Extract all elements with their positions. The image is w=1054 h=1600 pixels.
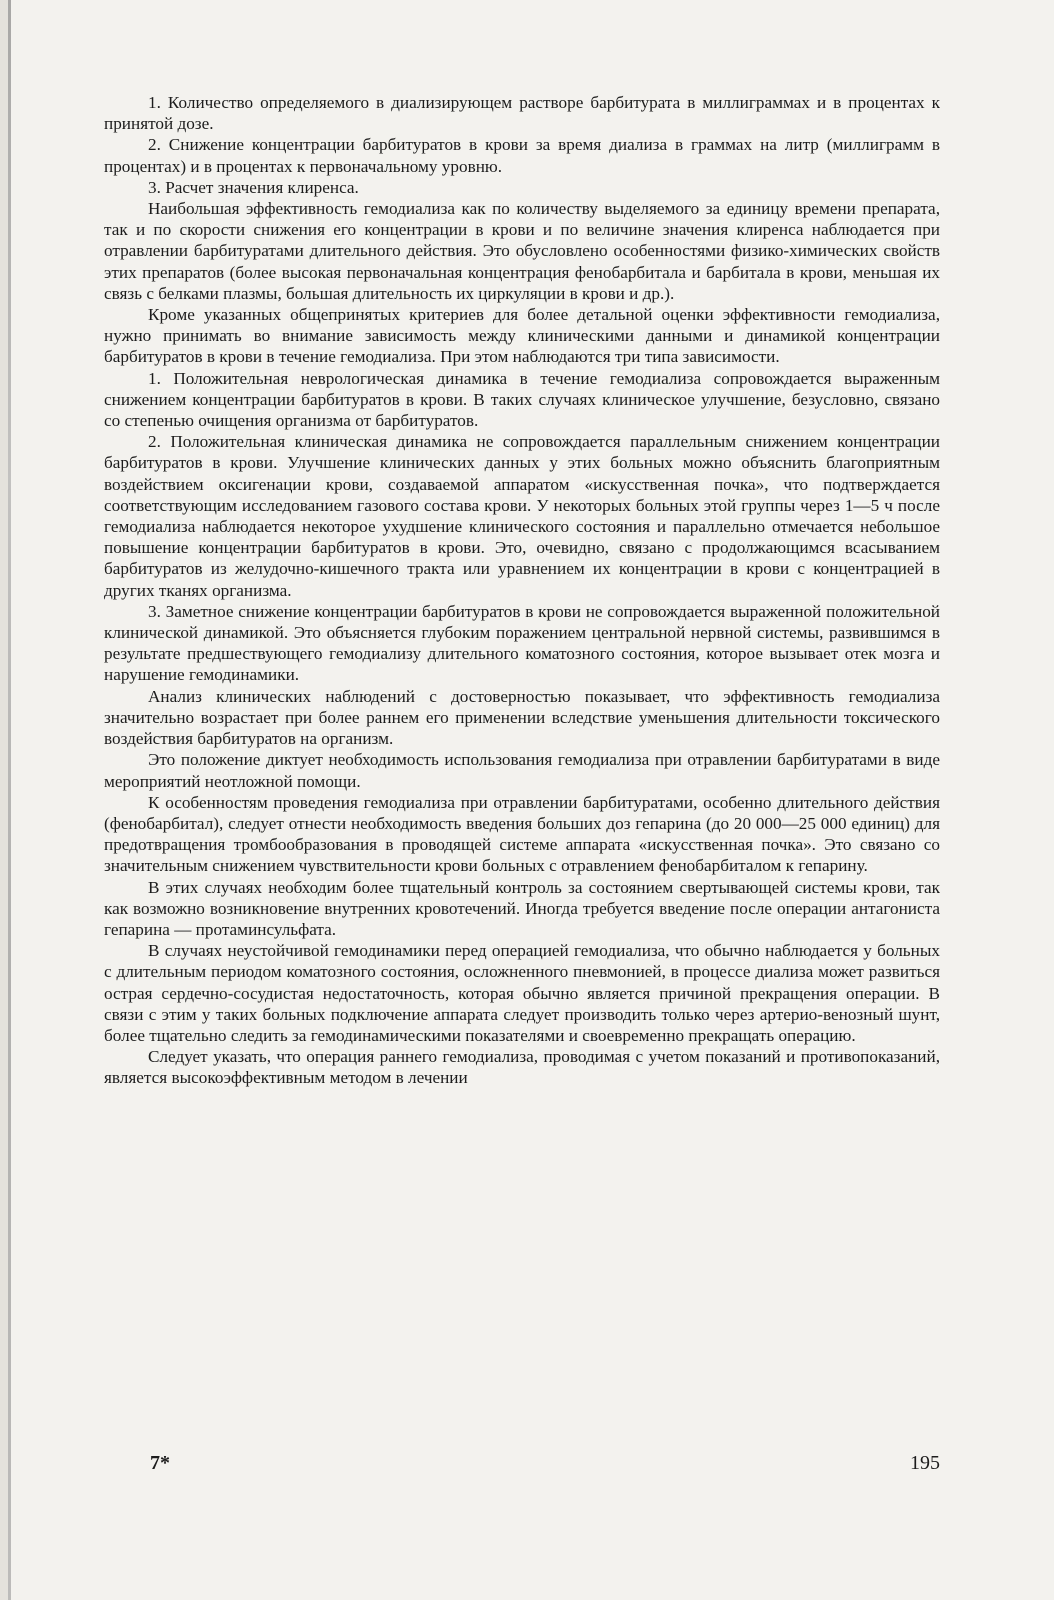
paragraph: Следует указать, что операция раннего гемодиализа, проводимая с учетом показаний и противопоказаний, является высокоэффективным методом в лечении [104, 1047, 940, 1088]
list-item-3: 3. Расчет значения клиренса. [148, 177, 359, 197]
page-footer [150, 1452, 940, 1482]
paragraph: Кроме указанных общепринятых критериев для более детальной оценки эффективности гемодиализа, нужно принимать во внимание зависимость между клиническими данными и динамикой концентрации барбитуратов в крови в течение гемодиализа. При этом наблюдаются три типа зависимости. [104, 305, 940, 367]
page-body [104, 92, 940, 1089]
page-number: 195 [910, 1452, 940, 1474]
paragraph: К особенностям проведения гемодиализа при отравлении барбитуратами, особенно длительного действия (фенобарбитал), следует отнести необходимость введения больших доз гепарина (до 20 000—25 000 единиц) для предотвращения тромбообразования в проводящей системе аппарата «искусственная почка». Это связано со значительным снижением чувствительности крови больных с отравлением фенобарбиталом к гепарину. [104, 792, 940, 876]
list-item-2: 2. Снижение концентрации барбитуратов в крови за время диализа в граммах на литр (миллиграмм в процентах) и в процентах к первоначальному уровню. [104, 135, 940, 176]
scan-binding-edge [8, 0, 11, 1600]
printer-signature: 7* [150, 1452, 170, 1474]
paragraph: Это положение диктует необходимость использования гемодиализа при отравлении барбитуратами в виде мероприятий неотложной помощи. [104, 750, 940, 791]
dependency-type-1: 1. Положительная неврологическая динамика в течение гемодиализа сопровождается выраженным снижением концентрации барбитуратов в крови. В таких случаях клиническое улучшение, безусловно, связано со степенью очищения организма от барбитуратов. [104, 368, 940, 431]
scan-margin [0, 0, 8, 1600]
paragraph: Наибольшая эффективность гемодиализа как по количеству выделяемого за единицу времени препарата, так и по скорости снижения его концентрации в крови и по величине значения клиренса наблюдается при отравлении барбитуратами длительного действия. Это обусловлено особенностями физико-химических свойств этих препаратов (более высокая первоначальная концентрация фенобарбитала и барбитала в крови, меньшая их связь с белками плазмы, большая длительность их циркуляции в крови и др.). [104, 199, 940, 303]
paragraph: В этих случаях необходим более тщательный контроль за состоянием свертывающей системы крови, так как возможно возникновение внутренних кровотечений. Иногда требуется введение после операции антагониста гепарина — протаминсульфата. [104, 877, 940, 939]
paragraph: В случаях неустойчивой гемодинамики перед операцией гемодиализа, что обычно наблюдается у больных с длительным периодом коматозного состояния, осложненного пневмонией, в процессе диализа может развиться острая сердечно-сосудистая недостаточность, которая обычно является причиной прекращения операции. В связи с этим у таких больных подключение аппарата следует производить только через артерио-венозный шунт, более тщательно следить за гемодинамическими показателями и своевременно прекращать операцию. [104, 941, 940, 1045]
dependency-type-2: 2. Положительная клиническая динамика не сопровождается параллельным снижением концентрации барбитуратов в крови. Улучшение клинических данных у этих больных можно объяснить благоприятным воздействием оксигенации крови, создаваемой аппаратом «искусственная почка», что подтверждается соответствующим исследованием газового состава крови. У некоторых больных этой группы через 1—5 ч после гемодиализа наблюдается некоторое ухудшение клинического состояния и параллельно отмечается небольшое повышение концентрации барбитуратов в крови. Это, очевидно, связано с продолжающимся всасыванием барбитуратов из желудочно-кишечного тракта или уравнением их концентрации в крови с концентрацией в других тканях организма. [104, 432, 940, 600]
list-item-1: 1. Количество определяемого в диализирующем растворе барбитурата в миллиграммах и в процентах к принятой дозе. [104, 93, 940, 134]
paragraph: Анализ клинических наблюдений с достоверностью показывает, что эффективность гемодиализа значительно возрастает при более раннем его применении вследствие уменьшения длительности токсического воздействия барбитуратов на организм. [104, 686, 940, 749]
dependency-type-3: 3. Заметное снижение концентрации барбитуратов в крови не сопровождается выраженной положительной клинической динамикой. Это объясняется глубоким поражением центральной нервной системы, развившимся в результате предшествующего гемодиализу длительного коматозного состояния, которое вызывает отек мозга и нарушение гемодинамики. [104, 601, 940, 685]
